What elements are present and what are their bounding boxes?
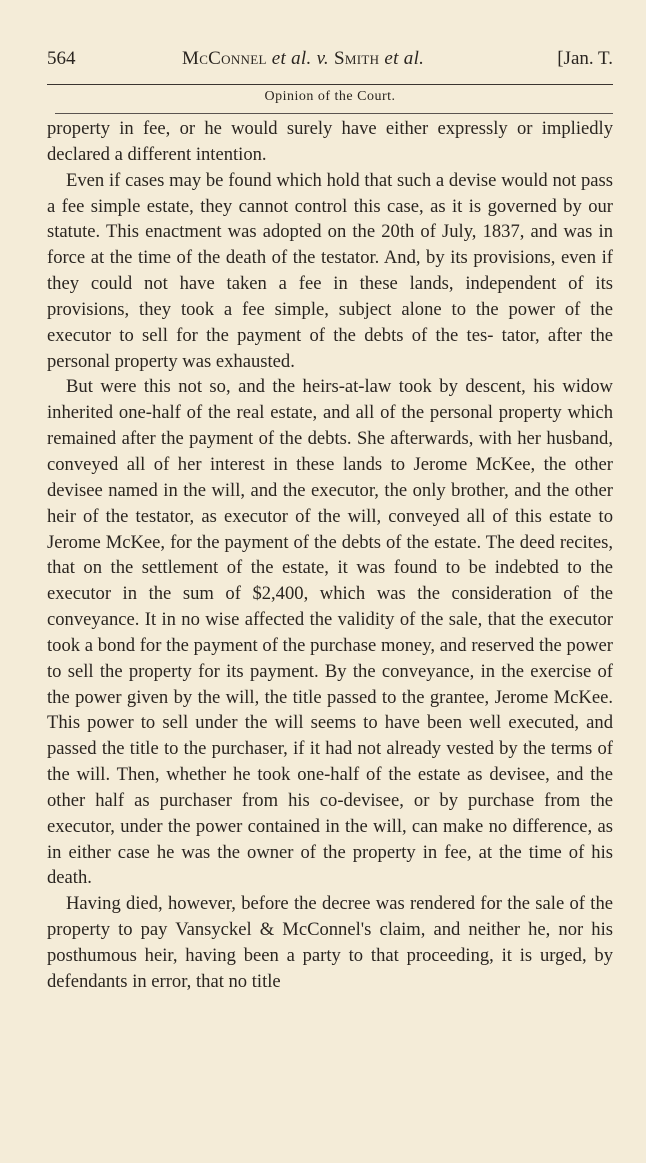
opinion-body <box>47 116 613 995</box>
header-rule <box>47 84 613 85</box>
document-page <box>47 0 613 1163</box>
case-title-defendant: Smith <box>334 48 380 69</box>
paragraph-continuation: property in fee, or he would surely have either expressly or impliedly declared a different intention. <box>47 118 613 165</box>
running-header <box>47 48 613 78</box>
court-term: [Jan. T. <box>557 48 613 69</box>
section-subheading: Opinion of the Court. <box>264 89 396 104</box>
subheading-rule <box>55 113 613 114</box>
paragraph: But were this not so, and the heirs-at-law took by descent, his widow inherited one-half of the real estate, and all of the personal property which remained after the payment of the debts. She afterwards, with her husband, conveyed all of her interest in these lands to Jerome McKee, the other devisee named in the will, and the executor, the only brother, and the other heir of the testator, as executor of the will, conveyed all of this estate to Jerome McKee, for the payment of the debts of the estate. The deed recites, that on the settlement of the estate, it was found to be indebted to the executor in the sum of $2,400, which was the consideration of the conveyance. It in no wise affected the validity of the sale, that the executor took a bond for the payment of the purchase money, and reserved the power to sell the property for its payment. By the conveyance, in the exercise of the power given by the will, the title passed to the grantee, Jerome McKee. This power to sell under the will seems to have been well executed, and passed the title to the purchaser, if it had not already vested by the terms of the will. Then, whether he took one-half of the estate as devisee, and the other half as purchaser from his co-devisee, or by purchase from the executor, under the power contained in the will, can make no difference, as in either case he was the owner of the property in fee, at the time of his death. <box>47 376 613 889</box>
case-title-etal-1: et al. <box>271 48 312 69</box>
case-title-plaintiff: McConnel <box>182 48 267 69</box>
case-title-versus: v. <box>316 48 329 69</box>
paragraph: Even if cases may be found which hold that such a devise would not pass a fee simple estate, they cannot control this case, as it is governed by our statute. This enactment was adopted on the 20th of July, 1837, and was in force at the time of the death of the testator. And, by its provisions, even if they could not have taken a fee in these lands, independent of its provisions, they took a fee simple, subject alone to the power of the executor to sell for the payment of the debts of the tes- tator, after the personal property was exhausted. <box>47 169 613 372</box>
case-title-etal-2: et al. <box>384 48 425 69</box>
page-number: 564 <box>47 48 76 69</box>
paragraph: Having died, however, before the decree was rendered for the sale of the property to pay Vansyckel & McConnel's claim, and neither he, nor his posthumous heir, having been a party to that proceeding, it is urged, by defendants in error, that no title <box>47 893 613 992</box>
case-title <box>182 48 424 70</box>
